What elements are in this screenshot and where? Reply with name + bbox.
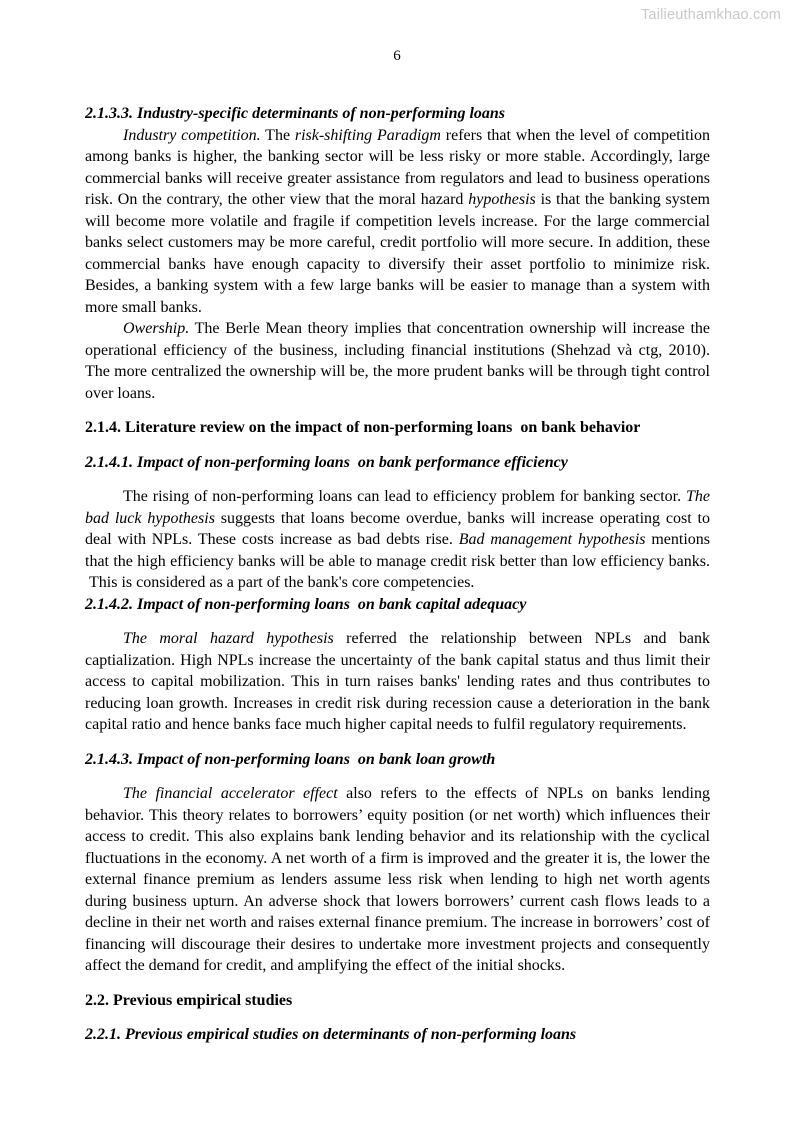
section-heading [85,417,710,439]
paragraph [85,486,710,594]
section-heading [85,452,710,474]
italic-text-run: The financial accelerator effect [123,785,338,802]
section-heading [85,1024,710,1046]
text-run: mentions that the high efficiency banks will be able to manage credit risk better than low efficiency banks. This is considered as a part of the bank's core competencies. [85,531,711,591]
page-number: 6 [393,48,401,64]
italic-text-run: risk-shifting Paradigm [294,126,441,144]
italic-text-run: The moral hazard hypothesis [123,630,334,647]
section-heading [85,749,710,771]
text-run: The rising of non-performing loans can lead to efficiency problem for banking sector. [123,488,686,505]
section-heading [85,594,710,616]
italic-text-run: Bad management hypothesis [458,531,646,548]
text-run: 2.2.1. Previous empirical studies on determinants of non-performing loans [85,1026,577,1043]
text-run: referred the relationship between NPLs and bank captialization. High NPLs increase the uncertainty of the bank capital status and thus limit their access to capital mobilization. This in turn raises banks' lending rates and thus contributes to reducing loan growth. Increases in credit risk during recession cause a deterioration in the bank capital ratio and hence banks face much higher capital needs to fulfil regulatory requirements. [85,630,710,733]
text-run: is that the banking system will become more volatile and fragile if competition levels increase. For the large commercial banks select customers may be more careful, credit portfolio will more secure. In addition, these commercial banks have enough capacity to diversify their asset portfolio to minimize risk. Besides, a banking system with a few large banks will be easier to manage than a system with more small banks. [85,191,711,316]
paragraph [85,318,710,404]
italic-text-run: The bad luck hypothesis [85,488,710,527]
italic-text-run: Owership. [123,320,190,337]
text-run: The Berle Mean theory implies that concentration ownership will increase the operational efficiency of the business, including financial institutions (Shehzad và ctg, 2010). The more centralized the ownership will be, the more prudent banks will be through tight control over loans. [85,320,710,402]
paragraph [85,783,710,977]
text-run: 2.1.4.2. Impact of non-performing loans on bank capital adequacy [85,595,527,613]
text-run: refers that when the level of competition among banks is higher, the banking sector will be less risky or more stable. Accordingly, large commercial banks will receive greater assistance from regulators and lead to business operations risk. On the contrary, the other view that the moral hazard [85,126,710,208]
site-watermark: Tailieuthamkhao.com [640,7,781,23]
section-heading [85,990,710,1012]
text-run: suggests that loans become overdue, banks will increase operating cost to deal with NPLs. These costs increase as bad debts rise. [85,509,710,548]
section-heading [85,103,710,125]
paragraph [85,628,710,736]
text-run: 2.1.3.3. Industry-specific determinants of non-performing loans [85,105,506,122]
text-run: 2.1.4. Literature review on the impact of non-performing loans on bank behavior [85,419,641,436]
text-run: 2.1.4.1. Impact of non-performing loans on bank performance efficiency [85,453,568,471]
text-run: 2.2. Previous empirical studies [85,991,293,1009]
text-run: The [260,126,295,144]
document-content [85,103,710,1059]
paragraph [85,125,710,319]
text-run: 2.1.4.3. Impact of non-performing loans on bank loan growth [85,750,496,768]
italic-text-run: hypothesis [468,191,536,208]
text-run: also refers to the effects of NPLs on banks lending behavior. This theory relates to borrowers’ equity position (or net worth) which influences their access to credit. This also explains bank lending behavior and its relationship with the cyclical fluctuations in the economy. A net worth of a firm is improved and the greater it is, the lower the external finance premium as lenders assume less risk when lending to high net worth agents during business upturn. An adverse shock that lowers borrowers’ current cash flows leads to a decline in their net worth and raises external finance premium. The increase in borrowers’ cost of financing will discourage their desires to undertake more investment projects and consequently affect the demand for credit, and amplifying the effect of the initial shocks. [85,785,710,974]
italic-text-run: Industry competition. [123,126,261,144]
